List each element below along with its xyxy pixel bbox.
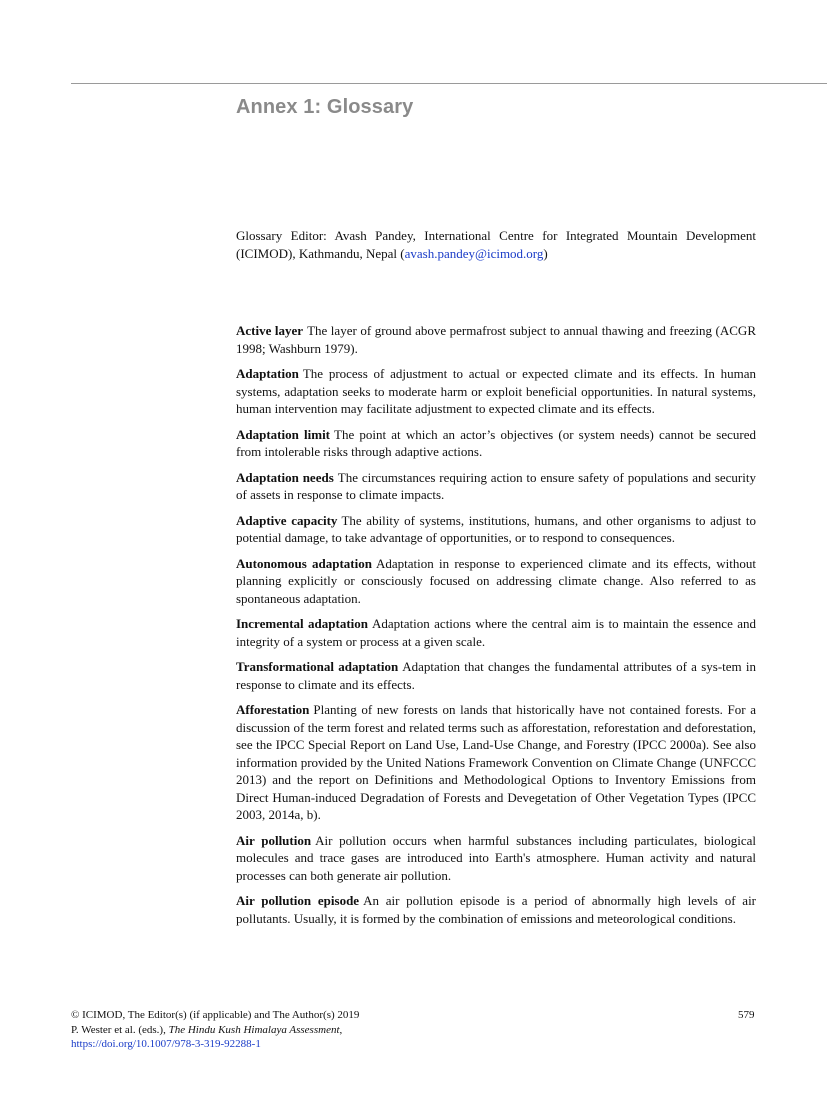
glossary-entries [236,322,756,935]
entry-definition: Air pollution occurs when harmful substances including particulates, biological molecules and trace gases are introduced into Earth's atmosphere. Human activity and natural processes can both generate air pollution. [236,832,757,883]
entry-definition: The ability of systems, institutions, humans, and other organisms to adjust to potential damage, to take advantage of opportunities, or to respond to consequences. [236,512,756,545]
entry-term: Afforestation [236,702,310,717]
entry-term: Adaptive capacity [236,512,338,528]
entry-definition: The circumstances requiring action to ensure safety of populations and security of assets in response to climate impacts. [236,469,756,502]
footer-citation [71,1008,359,1052]
entry-definition: Planting of new forests on lands that historically have not contained forests. For a discussion of the term forest and related terms such as afforestation, reforestation and deforestation, see the IPCC Special Report on Land Use, Land-Use Change, and Forestry (IPCC 2000a). See also information provided by the United Nations Framework Convention on Climate Change (UNFCCC 2013) and the report on Definitions and Methodological Options to Inventory Emissions from Direct Human-induced Degradation of Forests and Devegetation of Other Vegetation Types (IPCC 2003, 2014a, b). [236,702,756,822]
header-rule [71,83,827,84]
page-title: Annex 1: Glossary [236,96,414,118]
footer-copyright: © ICIMOD, The Editor(s) (if applicable) and The Author(s) 2019 [71,1009,360,1021]
entry-term: Air pollution [236,832,312,848]
footer-citation-line [71,1023,359,1038]
doi-link[interactable]: https://doi.org/10.1007/978-3-319-92288-1 [71,1038,261,1050]
entry-term: Incremental adaptation [236,616,368,631]
entry-term: Adaptation [236,366,299,381]
entry-term: Active layer [236,323,304,338]
glossary-editor-line [236,227,756,262]
citation-title: The Hindu Kush Himalaya Assessment [168,1023,340,1036]
glossary-entry [236,512,756,547]
entry-definition: An air pollution episode is a period of abnormally high levels of air pollutants. Usually, it is formed by the combination of emissions and meteorological conditions. [236,893,757,926]
citation-prefix: P. Wester et al. (eds.), [71,1023,169,1036]
entry-term: Adaptation needs [236,469,334,485]
glossary-entry [236,615,756,650]
glossary-entry [236,426,756,461]
entry-definition: Adaptation in response to experienced climate and its effects, without planning explicitly or consciously focused on addressing climate change. Also referred to as spontaneous adaptation. [236,555,756,606]
page-number: 579 [738,1009,755,1021]
editor-text: Glossary Editor: Avash Pandey, International Centre for Integrated Mountain Development (ICIMOD), Kathmandu, Nepal ( [236,228,756,261]
entry-definition: Adaptation actions where the central aim is to maintain the essence and integrity of a system or process at a given scale. [236,616,756,649]
glossary-entry [236,469,756,504]
entry-definition: Adaptation that changes the fundamental attributes of a sys-tem in response to climate and its effects. [236,659,757,692]
editor-close-paren: ) [543,245,548,261]
entry-term: Adaptation limit [236,426,331,442]
glossary-entry [236,832,756,885]
glossary-entry [236,701,756,824]
entry-definition: The layer of ground above permafrost subject to annual thawing and freezing (ACGR 1998; Washburn 1979). [236,323,756,356]
citation-suffix: , [339,1023,343,1036]
editor-email-link[interactable]: avash.pandey@icimod.org [404,245,544,261]
entry-term: Air pollution episode [236,893,360,908]
entry-definition: The point at which an actor’s objectives (or system needs) cannot be secured from intolerable risks through adaptive actions. [236,426,757,459]
glossary-entry [236,892,756,927]
entry-definition: The process of adjustment to actual or expected climate and its effects. In human systems, adaptation seeks to moderate harm or exploit beneficial opportunities. In natural systems, human intervention may facilitate adjustment to expected climate and its effects. [236,366,756,416]
glossary-entry [236,555,756,608]
entry-term: Transformational adaptation [236,659,399,674]
glossary-entry [236,658,756,693]
entry-term: Autonomous adaptation [236,555,372,571]
glossary-entry [236,365,756,418]
glossary-entry [236,322,756,357]
